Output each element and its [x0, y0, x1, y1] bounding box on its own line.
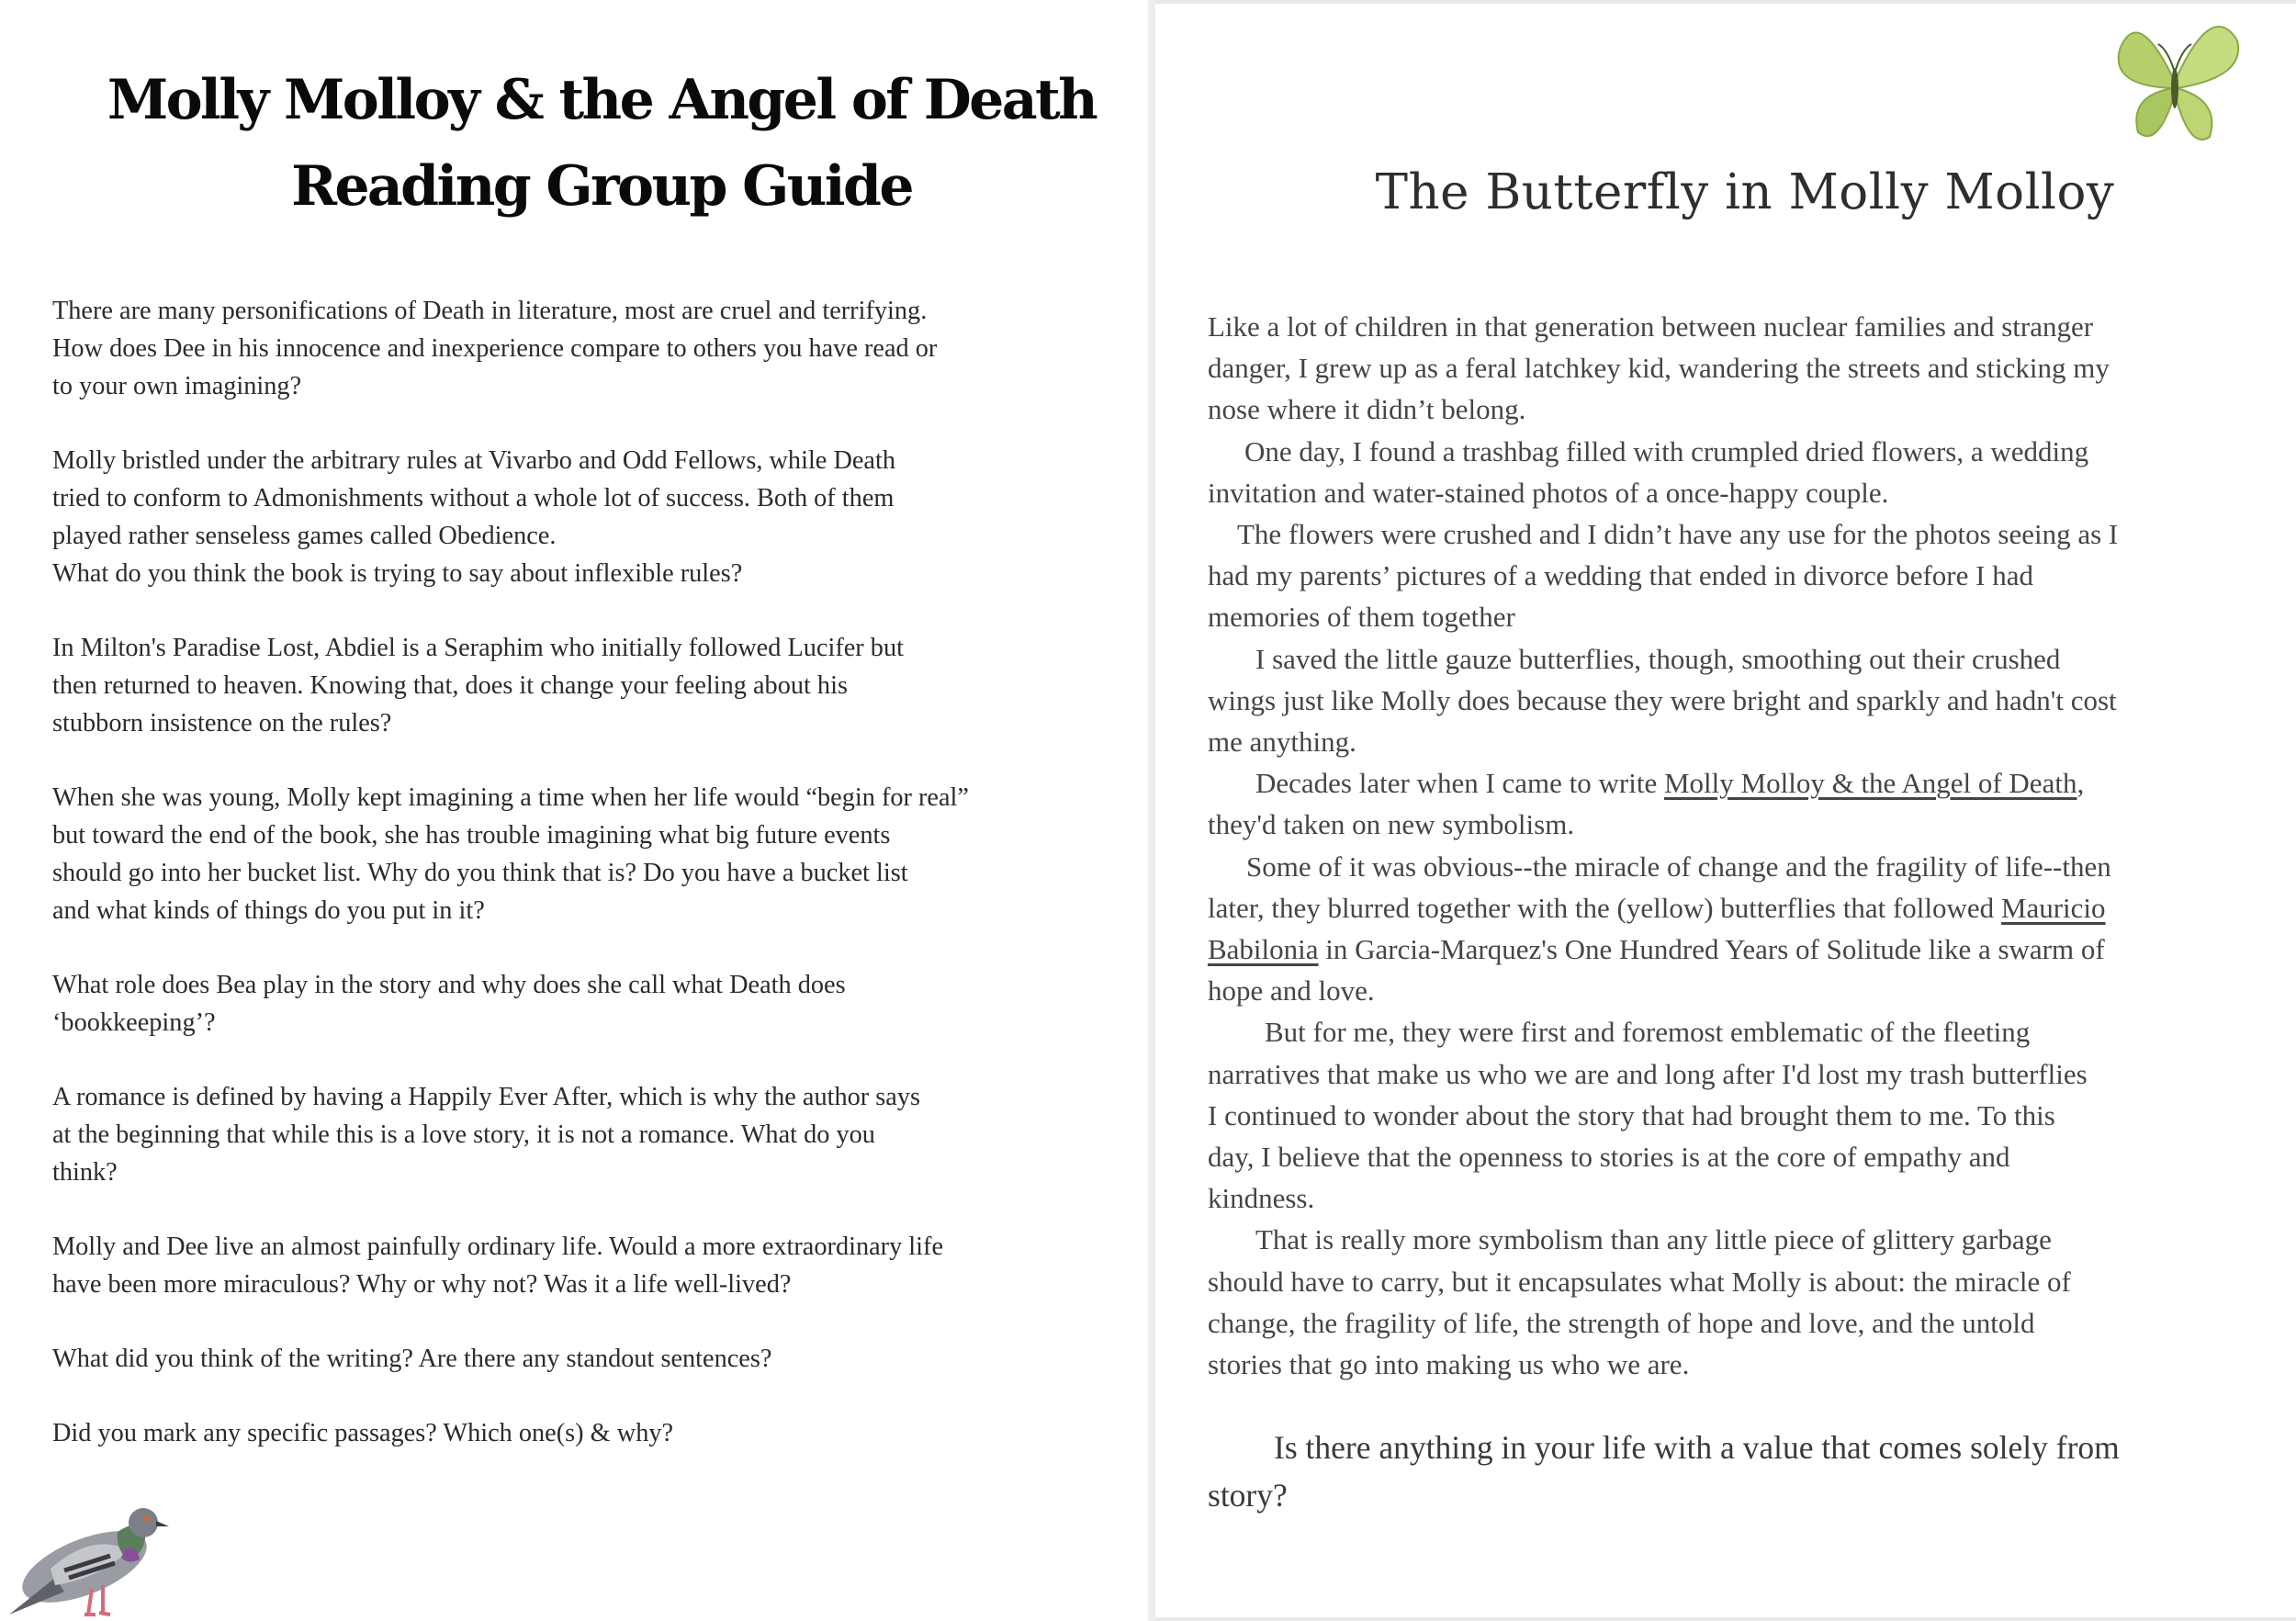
pigeon-beak: [156, 1521, 169, 1526]
question-3: [52, 629, 1109, 742]
question-line: tried to conform to Admonishments without a whole lot of success. Both of them: [52, 484, 895, 512]
essay-line: I continued to wonder about the story that had brought them to me. To this: [1208, 1098, 2055, 1131]
book-title-link[interactable]: Molly Molloy & the Angel of Death: [1663, 767, 2077, 800]
essay-text: ,: [2077, 767, 2085, 800]
essay-line: But for me, they were first and foremost emblematic of the fleeting: [1265, 1016, 2031, 1049]
essay-line: One day, I found a trashbag filled with crumpled dried flowers, a wedding: [1244, 434, 2089, 467]
question-4: [52, 779, 1109, 929]
babilonia-link[interactable]: Babilonia: [1208, 933, 1319, 966]
question-6: [52, 1078, 1109, 1191]
butterfly-lower-left-wing: [2136, 88, 2175, 136]
question-2: [52, 442, 1109, 592]
question-line: What role does Bea play in the story and why does she call what Death does: [52, 971, 846, 999]
question-line: What do you think the book is trying to say about inflexible rules?: [52, 559, 743, 588]
essay-line: [1208, 887, 2273, 929]
essay-line: The flowers were crushed and I didn’t have any use for the photos seeing as I: [1237, 518, 2119, 551]
closing-line-1: Is there anything in your life with a value that comes solely from: [1274, 1429, 2120, 1466]
essay-line: stories that go into making us who we are.: [1208, 1348, 1690, 1381]
pigeon-illustration: [0, 1468, 174, 1621]
butterfly-body: [2171, 68, 2178, 108]
essay-line: [1208, 762, 2273, 804]
question-line: ‘bookkeeping’?: [52, 1008, 216, 1037]
butterfly-upper-left-wing: [2119, 32, 2175, 88]
essay-line: That is really more symbolism than any little piece of glittery garbage: [1255, 1223, 2052, 1256]
essay-line: hope and love.: [1208, 974, 1375, 1007]
question-line: Did you mark any specific passages? Which one(s) & why?: [52, 1419, 674, 1447]
question-line: A romance is defined by having a Happily Ever After, which is why the author says: [52, 1083, 921, 1111]
question-line: How does Dee in his innocence and inexperience compare to others you have read or: [52, 334, 938, 363]
closing-question: [1208, 1424, 2273, 1519]
question-7: [52, 1228, 1109, 1303]
essay-text: later, they blurred together with the (yellow) butterflies that followed: [1208, 891, 2001, 924]
butterfly-upper-right-wing: [2175, 27, 2238, 88]
essay-line: wings just like Molly does because they were bright and sparkly and hadn't cost: [1208, 683, 2117, 716]
question-line: When she was young, Molly kept imagining a time when her life would “begin for real”: [52, 783, 969, 812]
question-line: should go into her bucket list. Why do you think that is? Do you have a bucket list: [52, 859, 908, 887]
guide-title: [83, 57, 1120, 230]
question-line: played rather senseless games called Obedience.: [52, 522, 557, 550]
question-line: then returned to heaven. Knowing that, does it change your feeling about his: [52, 671, 848, 700]
essay-text: Decades later when I came to write: [1255, 767, 1664, 800]
essay-line: [1208, 929, 2273, 970]
question-line: to your own imagining?: [52, 372, 302, 400]
essay-line: Like a lot of children in that generation between nuclear families and stranger: [1208, 310, 2094, 343]
question-1: [52, 292, 1109, 405]
essay-line: invitation and water-stained photos of a once-happy couple.: [1208, 476, 1889, 509]
pigeon-eye: [144, 1516, 150, 1522]
question-line: have been more miraculous? Why or why not? Was it a life well-lived?: [52, 1270, 792, 1299]
question-line: In Milton's Paradise Lost, Abdiel is a Seraphim who initially followed Lucifer but: [52, 634, 904, 662]
question-list: [52, 292, 1109, 1489]
question-5: [52, 966, 1109, 1041]
question-line: stubborn insistence on the rules?: [52, 709, 392, 737]
question-line: Molly bristled under the arbitrary rules at Vivarbo and Odd Fellows, while Death: [52, 446, 896, 475]
question-line: think?: [52, 1158, 118, 1187]
essay-line: I saved the little gauze butterflies, though, smoothing out their crushed: [1255, 642, 2061, 675]
essay-line: narratives that make us who we are and long after I'd lost my trash butterflies: [1208, 1057, 2088, 1090]
question-line: Molly and Dee live an almost painfully ordinary life. Would a more extraordinary life: [52, 1233, 944, 1261]
question-line: at the beginning that while this is a love story, it is not a romance. What do you: [52, 1120, 875, 1149]
essay-line: danger, I grew up as a feral latchkey kid, wandering the streets and sticking my: [1208, 352, 2110, 385]
guide-title-line-1: Molly Molloy & the Angel of Death: [107, 68, 1097, 132]
closing-line-2: story?: [1208, 1477, 1288, 1514]
essay-line: they'd taken on new symbolism.: [1208, 808, 1575, 841]
essay-line: nose where it didn’t belong.: [1208, 393, 1526, 426]
essay-line: kindness.: [1208, 1182, 1315, 1215]
essay-line: had my parents’ pictures of a wedding that ended in divorce before I had: [1208, 559, 2033, 592]
guide-title-line-2: Reading Group Guide: [291, 154, 912, 219]
question-line: and what kinds of things do you put in it?: [52, 896, 485, 925]
essay-line: should have to carry, but it encapsulates what Molly is about: the miracle of: [1208, 1265, 2071, 1298]
essay-title: The Butterfly in Molly Molloy: [1375, 164, 2115, 220]
essay-line: me anything.: [1208, 726, 1356, 759]
essay-line: memories of them together: [1208, 601, 1515, 634]
essay-line: Some of it was obvious--the miracle of change and the fragility of life--then: [1246, 850, 2111, 883]
question-line: What did you think of the writing? Are there any standout sentences?: [52, 1345, 772, 1373]
butterfly-illustration: [2101, 13, 2248, 151]
essay-text: in Garcia-Marquez's One Hundred Years of Solitude like a swarm of: [1318, 933, 2105, 966]
mauricio-link[interactable]: Mauricio: [2000, 891, 2106, 924]
question-8: [52, 1340, 1109, 1378]
butterfly-lower-right-wing: [2175, 88, 2212, 140]
question-line: There are many personifications of Death in literature, most are cruel and terrifying.: [52, 297, 928, 325]
essay-body: [1208, 306, 2273, 1385]
essay-line: change, the fragility of life, the strength of hope and love, and the untold: [1208, 1306, 2035, 1339]
question-9: [52, 1414, 1109, 1452]
essay-line: day, I believe that the openness to stories is at the core of empathy and: [1208, 1141, 2010, 1174]
pigeon-head: [129, 1508, 158, 1537]
question-line: but toward the end of the book, she has trouble imagining what big future events: [52, 821, 891, 850]
